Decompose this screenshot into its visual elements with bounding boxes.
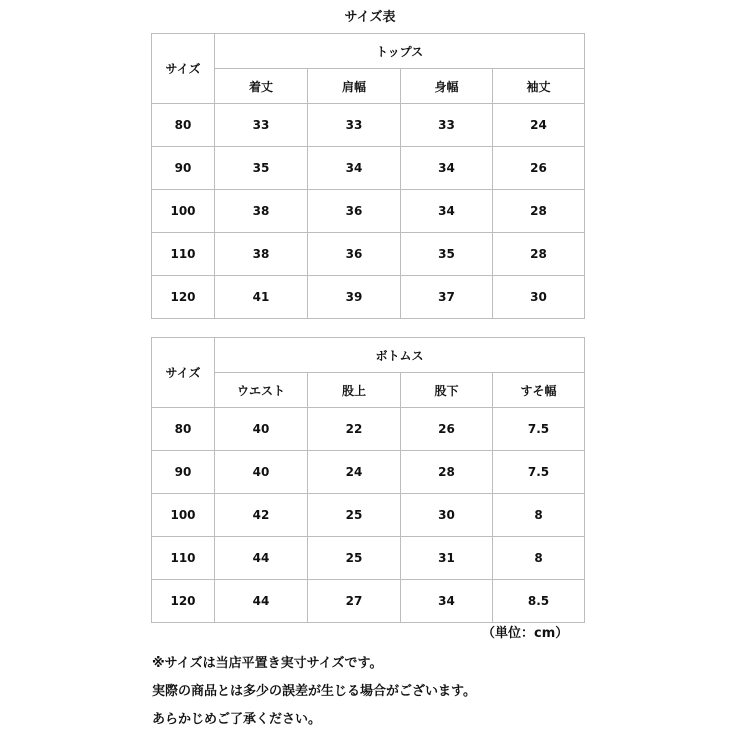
value-cell: 38: [215, 233, 308, 276]
value-cell: 40: [215, 408, 308, 451]
size-cell: 80: [152, 408, 215, 451]
value-cell: 34: [401, 190, 493, 233]
unit-label: （単位：cm）: [482, 626, 569, 641]
value-cell: 22: [308, 408, 401, 451]
bottoms-column-header: 股上: [308, 373, 401, 408]
table-row: [152, 190, 585, 233]
value-cell: 36: [308, 190, 401, 233]
size-cell: 90: [152, 451, 215, 494]
value-cell: 34: [401, 147, 493, 190]
value-cell: 34: [401, 580, 493, 623]
value-cell: 42: [215, 494, 308, 537]
value-cell: 40: [215, 451, 308, 494]
tops-column-header: 着丈: [215, 69, 308, 104]
size-cell: 80: [152, 104, 215, 147]
value-cell: 26: [493, 147, 585, 190]
tops-group-header: トップス: [215, 34, 585, 69]
value-cell: 41: [215, 276, 308, 319]
value-cell: 7.5: [493, 451, 585, 494]
value-cell: 27: [308, 580, 401, 623]
size-cell: 120: [152, 276, 215, 319]
value-cell: 30: [401, 494, 493, 537]
tops-column-header: 肩幅: [308, 69, 401, 104]
note-line: ※サイズは当店平置き実寸サイズです。: [152, 656, 383, 671]
value-cell: 28: [493, 190, 585, 233]
value-cell: 25: [308, 537, 401, 580]
table-row: [152, 408, 585, 451]
value-cell: 8.5: [493, 580, 585, 623]
table-row: [152, 233, 585, 276]
bottoms-column-header: すそ幅: [493, 373, 585, 408]
value-cell: 26: [401, 408, 493, 451]
tops-header-row: [152, 34, 585, 69]
bottoms-column-header: ウエスト: [215, 373, 308, 408]
value-cell: 38: [215, 190, 308, 233]
table-row: [152, 104, 585, 147]
tops-size-header: サイズ: [152, 34, 215, 104]
value-cell: 24: [493, 104, 585, 147]
value-cell: 44: [215, 580, 308, 623]
value-cell: 39: [308, 276, 401, 319]
value-cell: 35: [215, 147, 308, 190]
tops-column-header: 袖丈: [493, 69, 585, 104]
value-cell: 8: [493, 494, 585, 537]
tops-column-header: 身幅: [401, 69, 493, 104]
value-cell: 44: [215, 537, 308, 580]
bottoms-size-header: サイズ: [152, 338, 215, 408]
value-cell: 30: [493, 276, 585, 319]
value-cell: 7.5: [493, 408, 585, 451]
value-cell: 25: [308, 494, 401, 537]
size-cell: 100: [152, 494, 215, 537]
value-cell: 28: [493, 233, 585, 276]
value-cell: 28: [401, 451, 493, 494]
table-row: [152, 451, 585, 494]
value-cell: 31: [401, 537, 493, 580]
size-cell: 90: [152, 147, 215, 190]
table-row: [152, 494, 585, 537]
value-cell: 34: [308, 147, 401, 190]
size-chart-title: サイズ表: [344, 10, 396, 25]
value-cell: 33: [308, 104, 401, 147]
bottoms-column-header: 股下: [401, 373, 493, 408]
value-cell: 24: [308, 451, 401, 494]
size-cell: 110: [152, 537, 215, 580]
bottoms-group-header: ボトムス: [215, 338, 585, 373]
tops-column-header-row: [152, 69, 585, 104]
value-cell: 33: [215, 104, 308, 147]
size-cell: 120: [152, 580, 215, 623]
table-row: [152, 147, 585, 190]
tops-size-table: [151, 33, 585, 319]
size-cell: 100: [152, 190, 215, 233]
bottoms-size-table: [151, 337, 585, 623]
value-cell: 36: [308, 233, 401, 276]
value-cell: 37: [401, 276, 493, 319]
notes: [152, 650, 712, 734]
table-row: [152, 276, 585, 319]
table-row: [152, 537, 585, 580]
note-line: あらかじめご了承ください。: [152, 712, 322, 727]
bottoms-column-header-row: [152, 373, 585, 408]
table-row: [152, 580, 585, 623]
value-cell: 8: [493, 537, 585, 580]
value-cell: 35: [401, 233, 493, 276]
bottoms-header-row: [152, 338, 585, 373]
value-cell: 33: [401, 104, 493, 147]
note-line: 実際の商品とは多少の誤差が生じる場合がございます。: [152, 684, 476, 699]
size-cell: 110: [152, 233, 215, 276]
